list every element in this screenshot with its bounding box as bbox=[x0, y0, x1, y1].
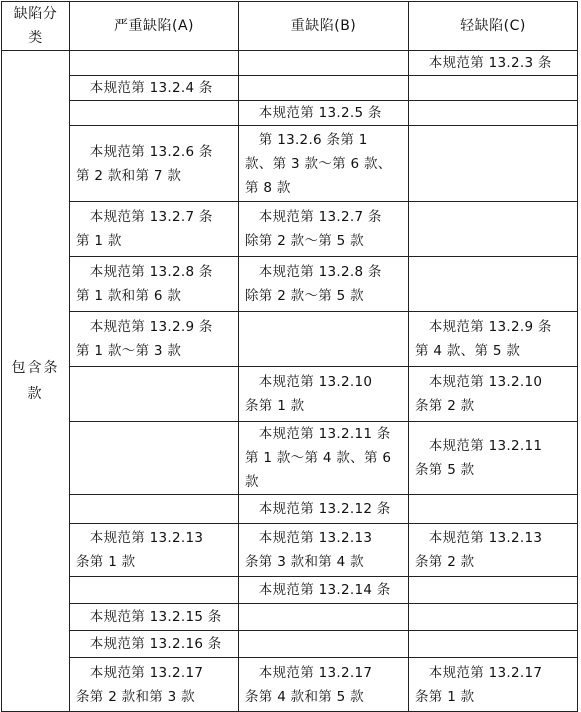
table-row bbox=[2, 577, 578, 604]
header-minor-c: 轻缺陷(C) bbox=[409, 2, 578, 51]
table-row bbox=[2, 367, 578, 422]
table-row bbox=[2, 604, 578, 631]
clause-cell-c bbox=[409, 495, 578, 524]
clause-cell-c bbox=[409, 126, 578, 202]
clause-cell-c: 本规范第 13.2.9 条 第 4 款、第 5 款 bbox=[409, 312, 578, 367]
clause-cell-b bbox=[239, 604, 409, 631]
clause-cell-b bbox=[239, 631, 409, 658]
header-row bbox=[2, 2, 578, 51]
table-row bbox=[2, 202, 578, 257]
clause-cell-a: 本规范第 13.2.15 条 bbox=[70, 604, 239, 631]
table-row bbox=[2, 257, 578, 312]
clause-cell-c bbox=[409, 202, 578, 257]
clause-cell-a: 本规范第 13.2.8 条 第 1 款和第 6 款 bbox=[70, 257, 239, 312]
clause-cell-c: 本规范第 13.2.10 条第 2 款 bbox=[409, 367, 578, 422]
clause-cell-c: 本规范第 13.2.3 条 bbox=[409, 51, 578, 76]
table-row bbox=[2, 631, 578, 658]
defect-classification-table bbox=[1, 1, 578, 712]
clause-cell-c bbox=[409, 631, 578, 658]
clause-cell-b bbox=[239, 51, 409, 76]
clause-cell-a: 本规范第 13.2.17 条第 2 款和第 3 款 bbox=[70, 658, 239, 712]
clause-cell-c: 本规范第 13.2.13 条第 2 款 bbox=[409, 524, 578, 577]
table-row bbox=[2, 126, 578, 202]
table-row bbox=[2, 51, 578, 76]
header-severe-a: 严重缺陷(A) bbox=[70, 2, 239, 51]
clause-cell-b: 本规范第 13.2.10 条第 1 款 bbox=[239, 367, 409, 422]
clause-cell-a bbox=[70, 51, 239, 76]
clause-cell-c bbox=[409, 604, 578, 631]
clause-cell-a bbox=[70, 577, 239, 604]
clause-cell-b: 本规范第 13.2.5 条 bbox=[239, 101, 409, 126]
clause-cell-a: 本规范第 13.2.4 条 bbox=[70, 76, 239, 101]
clause-cell-a: 本规范第 13.2.6 条 第 2 款和第 7 款 bbox=[70, 126, 239, 202]
clause-cell-c bbox=[409, 76, 578, 101]
clause-cell-a: 本规范第 13.2.9 条 第 1 款～第 3 款 bbox=[70, 312, 239, 367]
table-row bbox=[2, 495, 578, 524]
clause-cell-b: 本规范第 13.2.7 条 除第 2 款～第 5 款 bbox=[239, 202, 409, 257]
clause-cell-b: 本规范第 13.2.13 条第 3 款和第 4 款 bbox=[239, 524, 409, 577]
clause-cell-b: 本规范第 13.2.11 条 第 1 款～第 4 款、第 6 款 bbox=[239, 422, 409, 495]
clause-cell-a bbox=[70, 101, 239, 126]
table-row bbox=[2, 658, 578, 712]
category-label: 包含条款 bbox=[2, 51, 70, 712]
clause-cell-c bbox=[409, 257, 578, 312]
clause-cell-b bbox=[239, 76, 409, 101]
table-row bbox=[2, 76, 578, 101]
clause-cell-b: 本规范第 13.2.12 条 bbox=[239, 495, 409, 524]
header-major-b: 重缺陷(B) bbox=[239, 2, 409, 51]
table-row bbox=[2, 312, 578, 367]
clause-cell-b: 第 13.2.6 条第 1 款、第 3 款～第 6 款、 第 8 款 bbox=[239, 126, 409, 202]
header-category: 缺陷分类 bbox=[2, 2, 70, 51]
clause-cell-c bbox=[409, 577, 578, 604]
clause-cell-c: 本规范第 13.2.11 条第 5 款 bbox=[409, 422, 578, 495]
clause-cell-a: 本规范第 13.2.7 条 第 1 款 bbox=[70, 202, 239, 257]
clause-cell-a bbox=[70, 495, 239, 524]
clause-cell-b bbox=[239, 312, 409, 367]
clause-cell-a bbox=[70, 367, 239, 422]
table-row bbox=[2, 101, 578, 126]
clause-cell-a: 本规范第 13.2.13 条第 1 款 bbox=[70, 524, 239, 577]
clause-cell-c: 本规范第 13.2.17 条第 1 款 bbox=[409, 658, 578, 712]
table-row bbox=[2, 422, 578, 495]
clause-cell-a bbox=[70, 422, 239, 495]
clause-cell-c bbox=[409, 101, 578, 126]
clause-cell-b: 本规范第 13.2.14 条 bbox=[239, 577, 409, 604]
clause-cell-a: 本规范第 13.2.16 条 bbox=[70, 631, 239, 658]
clause-cell-b: 本规范第 13.2.17 条第 4 款和第 5 款 bbox=[239, 658, 409, 712]
clause-cell-b: 本规范第 13.2.8 条 除第 2 款～第 5 款 bbox=[239, 257, 409, 312]
table-row bbox=[2, 524, 578, 577]
